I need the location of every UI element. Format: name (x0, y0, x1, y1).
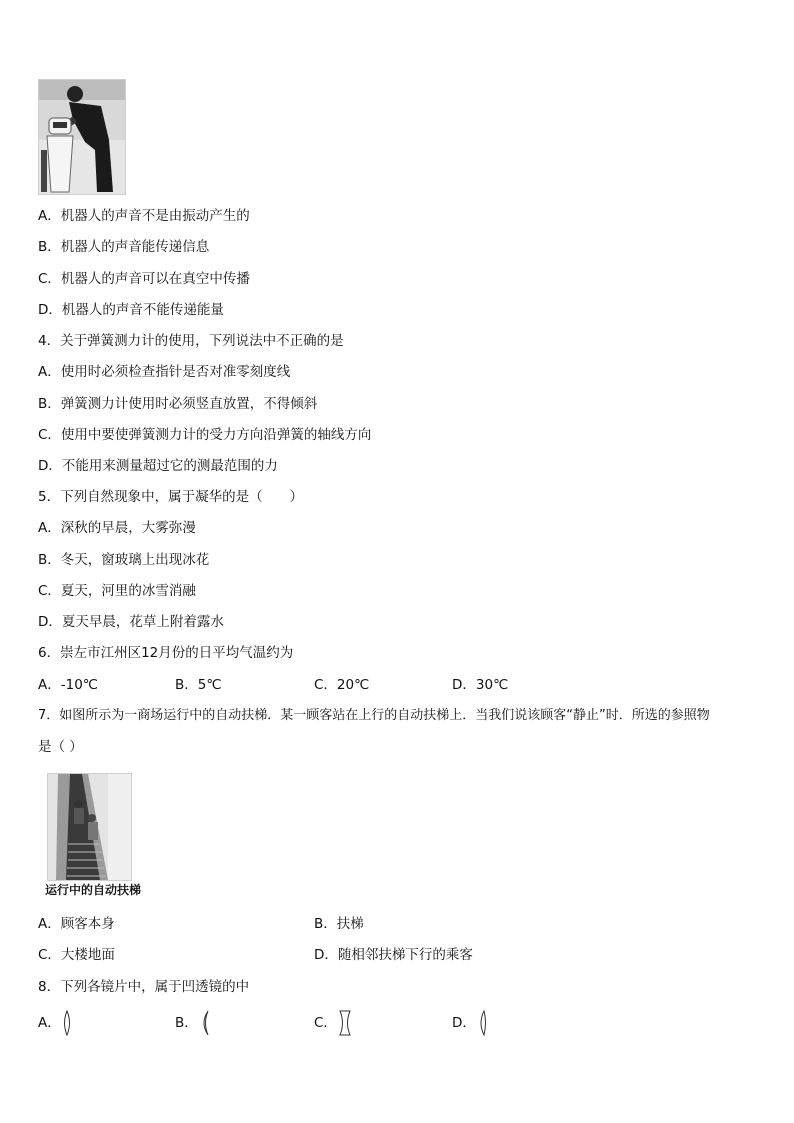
q6-option-b[interactable]: B．5℃ (175, 677, 222, 693)
q4-option-a[interactable]: A．使用时必须检查指针是否对准零刻度线 (38, 364, 291, 380)
escalator-caption: 运行中的自动扶梯 (45, 883, 142, 897)
meniscus-lens-icon-d (476, 1010, 488, 1036)
q3-option-b[interactable]: B．机器人的声音能传递信息 (38, 239, 210, 255)
q8-option-d[interactable]: D． (452, 1015, 476, 1031)
q4-option-b[interactable]: B．弹簧测力计使用时必须竖直放置，不得倾斜 (38, 396, 318, 412)
q8-option-b[interactable]: B． (175, 1015, 198, 1031)
q5-stem: 5．下列自然现象中，属于凝华的是（ ） (38, 489, 304, 505)
q3-option-a[interactable]: A．机器人的声音不是由振动产生的 (38, 208, 250, 224)
q7-option-a[interactable]: A．顾客本身 (38, 916, 115, 932)
q6-option-c[interactable]: C．20℃ (314, 677, 370, 693)
q3-option-c[interactable]: C．机器人的声音可以在真空中传播 (38, 271, 250, 287)
meniscus-lens-icon-b (199, 1010, 211, 1036)
q5-option-b[interactable]: B．冬天，窗玻璃上出现冰花 (38, 552, 210, 568)
q7-stem-line2: 是（ ） (38, 739, 83, 755)
q8-stem: 8．下列各镜片中，属于凹透镜的中 (38, 979, 250, 995)
q4-stem: 4．关于弹簧测力计的使用，下列说法中不正确的是 (38, 333, 344, 349)
q7-stem-line1: 7．如图所示为一商场运行中的自动扶梯．某一顾客站在上行的自动扶梯上．当我们说该顾客“静止”时．所选的参照物 (38, 708, 710, 723)
q8-option-a[interactable]: A． (38, 1015, 61, 1031)
q7-option-c[interactable]: C．大楼地面 (38, 947, 115, 963)
q7-option-d[interactable]: D．随相邻扶梯下行的乘客 (314, 947, 473, 963)
q4-option-d[interactable]: D．不能用来测量超过它的测最范围的力 (38, 458, 278, 474)
q7-option-b[interactable]: B．扶梯 (314, 916, 364, 932)
q3-option-d[interactable]: D．机器人的声音不能传递能量 (38, 302, 224, 318)
q4-option-c[interactable]: C．使用中要使弹簧测力计的受力方向沿弹簧的轴线方向 (38, 427, 372, 443)
q5-option-d[interactable]: D．夏天早晨，花草上附着露水 (38, 614, 224, 630)
q6-option-a[interactable]: A．-10℃ (38, 677, 98, 693)
q5-option-c[interactable]: C．夏天，河里的冰雪消融 (38, 583, 196, 599)
escalator-photo-image (48, 774, 131, 880)
q6-option-d[interactable]: D．30℃ (452, 677, 509, 693)
robot-photo (38, 79, 126, 195)
escalator-photo (47, 773, 132, 881)
biconcave-lens-icon (338, 1010, 352, 1036)
q8-option-c[interactable]: C． (314, 1015, 337, 1031)
robot-photo-image (39, 80, 125, 194)
q5-option-a[interactable]: A．深秋的早晨，大雾弥漫 (38, 520, 196, 536)
biconvex-lens-icon (62, 1010, 72, 1036)
q6-stem: 6．崇左市江州区12月份的日平均气温约为 (38, 645, 294, 661)
